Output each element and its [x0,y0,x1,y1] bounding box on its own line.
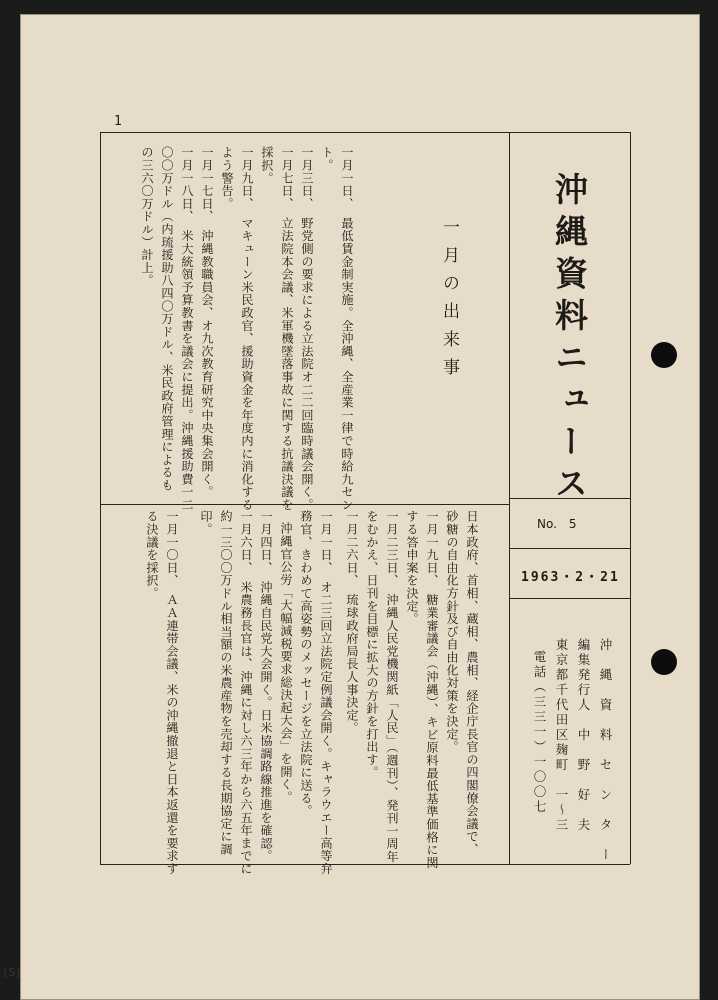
lower-line: 約一三〇〇万ドル相当額の米農産物を売却する長期協定に調 [219,510,233,856]
lower-line: 一月四日、 沖縄自民党大会開く。日米協調路線推進を確認。 [259,510,273,863]
lower-line: る決議を採択。 [145,510,159,600]
frame-top-border [100,132,630,133]
lower-line: 一月一日、 オ二三回立法院定例議会開く。キャラウエー高等弁 [319,510,333,876]
publisher-address: 東京都千代田区麹町 一〜三 [554,638,569,833]
upper-line: 一月七日、 立法院本会議、米軍機墜落事故に関する抗議決議を [280,146,294,512]
lower-line: する答申案を決定。 [405,510,419,626]
upper-line: の三六〇万ドル）計上。 [140,146,154,287]
publisher-org: 沖 縄 資 料 セ ン タ ー [598,638,613,863]
lower-line: 日本政府、首相、蔵相、農相、経企庁長官の四閣僚会議で、 [465,510,479,856]
lower-line: 務官、きわめて高姿勢のメッセージを立法院に送る。 [299,510,313,818]
issue-date: 1963・2・21 [521,570,620,585]
upper-line: 一月九日、 マキューン米民政官、援助資金を年度内に消化する [240,146,254,512]
corner-mark: [5] [2,966,22,979]
publisher-editor: 編集発行人 中 野 好 夫 [576,638,591,833]
lower-line: をむかえ、日刊を目標に拡大の方針を打出す。 [365,510,379,779]
masthead-rule-2 [509,548,630,549]
upper-line: 〇〇万ドル（内琉援助八四〇万ドル、米民政府管理によるも [160,146,174,492]
lower-line: 沖縄官公労「大幅減税要求総決起大会」を開く。 [279,522,293,804]
lower-line: 一月一九日、 糖業審議会（沖縄）、キビ原料最低基準価格に関 [425,510,439,869]
upper-line: 一月一七日、 沖縄教職員会、オ九次教育研究中央集会開く。 [200,146,214,499]
binder-hole-top [651,342,677,368]
page-number: 1 [114,114,122,129]
upper-line: ト。 [320,146,334,172]
upper-line: よう警告。 [220,146,234,210]
upper-line: 採択。 [260,146,274,185]
lower-line: 一月二六日、 琉球政府局長人事決定。 [345,510,359,735]
upper-line: 一月三日、 野党側の要求による立法院オ二二回臨時議会開く。 [300,146,314,512]
upper-line: 一月一八日、 米大統領予算教書を議会に提出。沖縄援助費一二 [180,146,194,512]
publisher-phone: 電話（三三一）一〇〇七 [532,650,547,815]
lower-line: 一月二三日、 沖縄人民党機関紙「人民」（週刊）、発刊一周年 [385,510,399,863]
masthead-rule-3 [509,598,630,599]
newsletter-title: 沖縄資料ニュース [550,172,589,508]
issue-number: No. 5 [537,517,577,531]
lower-line: 砂糖の自由化方針及び自由化対策を決定。 [445,510,459,754]
lower-line: 一月一〇日、 ＡＡ連帯会議、米の沖縄撤退と日本返還を要求す [165,510,179,876]
frame-left-border [100,132,101,864]
lower-line: 一月六日、 米農務長官は、沖縄に対し六三年から六五年までに [239,510,253,876]
lower-line: 印。 [199,510,213,536]
upper-line: 一月一日、 最低賃金制実施。全沖縄、全産業一律で時給九セン [340,146,354,512]
binder-hole-bottom [651,649,677,675]
masthead-box-right [630,132,631,864]
section-heading: 一月の出来事 [439,218,459,386]
